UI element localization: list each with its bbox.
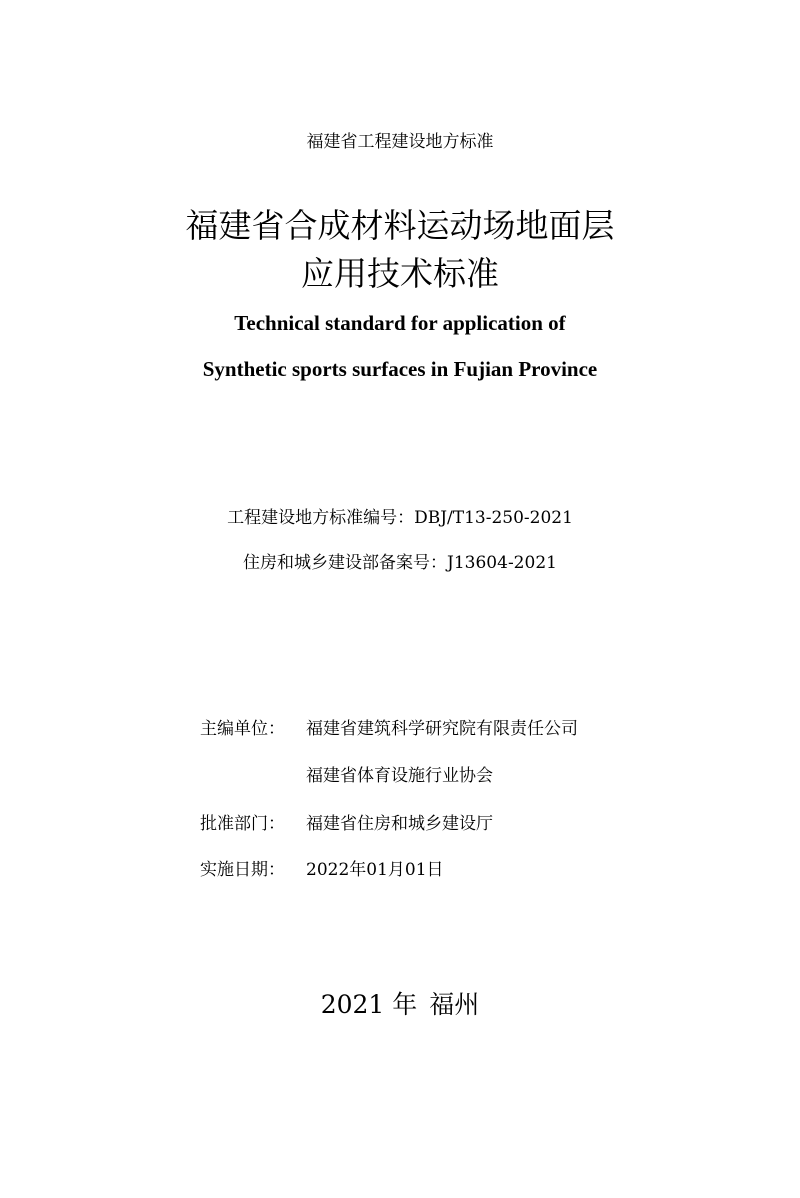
editor-org-2: 福建省体育设施行业协会 <box>306 766 493 786</box>
title-cn-line2: 应用技术标准 <box>301 254 499 293</box>
footer-year: 2021 年 <box>320 990 418 1019</box>
title-en-line1: Technical standard for application of <box>234 311 566 335</box>
approval-row <box>200 812 493 836</box>
approval-dept: 福建省住房和城乡建设厅 <box>306 814 493 834</box>
editor-row-2 <box>306 764 493 788</box>
standard-number: 工程建设地方标准编号：DBJ/T13-250-2021 <box>227 508 573 528</box>
effective-date: 2022年01月01日 <box>306 860 444 880</box>
editor-row <box>200 717 578 741</box>
title-en-line2: Synthetic sports surfaces in Fujian Province <box>202 357 598 381</box>
record-number: 住房和城乡建设部备案号：J13604-2021 <box>243 553 557 573</box>
effective-date-label: 实施日期： <box>200 860 285 880</box>
editor-label: 主编单位： <box>200 719 285 739</box>
standard-series: 福建省工程建设地方标准 <box>306 132 494 152</box>
approval-label: 批准部门： <box>200 814 285 834</box>
footer-city: 福州 <box>429 990 480 1019</box>
effective-date-row <box>200 858 444 882</box>
footer <box>0 988 800 1022</box>
editor-org-1: 福建省建筑科学研究院有限责任公司 <box>306 719 578 739</box>
title-cn-line1: 福建省合成材料运动场地面层 <box>185 206 615 245</box>
